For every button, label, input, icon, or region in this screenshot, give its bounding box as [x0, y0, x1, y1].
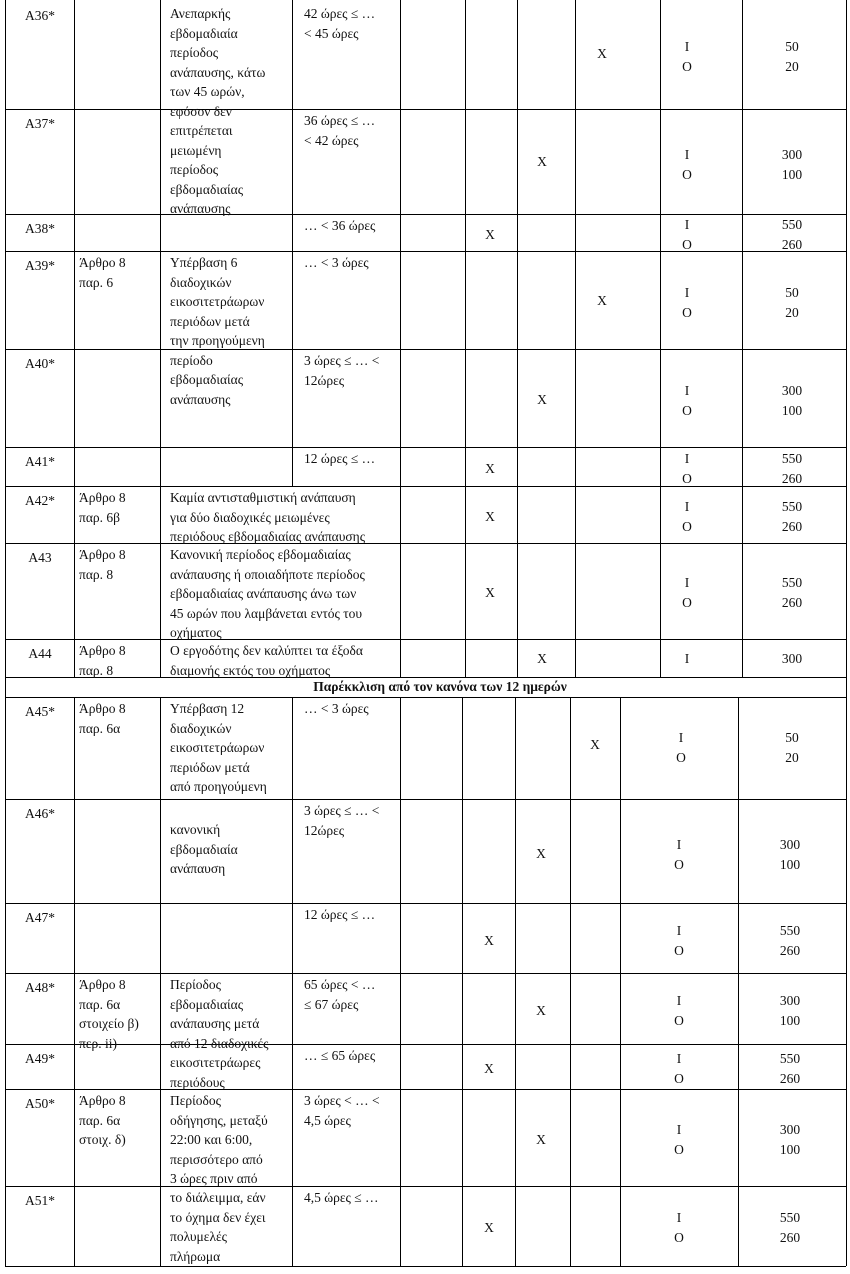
liability-mark: O: [682, 594, 692, 610]
offence-description: εικοσιτετράωρων: [170, 740, 265, 755]
table-border: [5, 543, 846, 544]
offence-description: Υπέρβαση 6: [170, 255, 238, 270]
severity-mark: X: [484, 933, 494, 948]
fine-amount: 100: [779, 856, 801, 872]
offence-description: Ο εργοδότης δεν καλύπτει τα έξοδα: [170, 643, 363, 658]
fine-amount: 260: [779, 942, 801, 958]
threshold: < 45 ώρες: [304, 25, 359, 41]
threshold: 36 ώρες ≤ …: [304, 113, 376, 128]
table-border: [5, 486, 846, 487]
row-code: A43: [28, 550, 52, 565]
row-code: A39*: [25, 258, 55, 273]
table-border: [5, 251, 846, 252]
offence-description: εβδομαδιαίας ανάπαυσης άνω των: [170, 586, 357, 601]
table-border: [5, 349, 846, 350]
legal-basis: Άρθρο 8: [79, 547, 126, 562]
offence-description: ανάπαυσης: [170, 391, 231, 407]
offence-description: περίοδος: [170, 162, 219, 177]
offence-description: ανάπαυσης: [170, 201, 231, 216]
liability-mark: I: [684, 217, 690, 232]
liability-mark: I: [684, 451, 690, 466]
threshold: 3 ώρες ≤ … <: [304, 353, 380, 368]
fine-amount: 100: [781, 166, 803, 182]
offence-description: το όχημα δεν έχει: [170, 1209, 266, 1225]
row-code: A40*: [25, 356, 55, 371]
offence-description: διαδοχικών: [170, 274, 232, 290]
severity-mark: X: [537, 651, 547, 666]
table-border: [74, 697, 75, 1266]
legal-basis: παρ. 6α: [79, 720, 121, 736]
legal-basis: Άρθρο 8: [79, 701, 126, 716]
liability-mark: O: [674, 1070, 684, 1086]
fine-amount: 550: [781, 217, 803, 232]
fine-amount: 300: [781, 383, 803, 398]
table-border: [570, 697, 571, 1266]
table-border: [620, 697, 621, 1266]
offence-description: διαμονής εκτός του οχήματος: [170, 662, 331, 678]
fine-amount: 300: [779, 1122, 801, 1137]
row-code: A36*: [25, 8, 55, 23]
row-code: A41*: [25, 454, 55, 469]
legal-basis: στοιχείο β): [79, 1016, 139, 1031]
offence-description: Υπέρβαση 12: [170, 701, 245, 716]
offence-description: την προηγούμενη: [170, 333, 265, 348]
liability-mark: I: [676, 993, 682, 1008]
liability-mark: I: [684, 651, 690, 666]
legal-basis: Άρθρο 8: [79, 490, 126, 505]
fine-amount: 550: [779, 1051, 801, 1066]
offence-description: περίοδος: [170, 45, 219, 60]
fine-amount: 260: [779, 1070, 801, 1086]
threshold: 3 ώρες ≤ … <: [304, 803, 380, 818]
threshold: … < 3 ώρες: [304, 255, 369, 270]
liability-mark: O: [674, 942, 684, 958]
offence-description: ανάπαυσης, κάτω: [170, 64, 266, 80]
offence-description: Περίοδος: [170, 977, 221, 992]
fine-amount: 300: [781, 651, 803, 666]
threshold: 12ώρες: [304, 822, 345, 838]
severity-mark: X: [590, 737, 600, 752]
liability-mark: I: [676, 1210, 682, 1225]
severity-mark: X: [597, 293, 607, 308]
table-border: [517, 0, 518, 677]
fine-amount: 20: [785, 58, 799, 74]
table-border: [660, 0, 661, 677]
section-header: Παρέκκλιση από τον κανόνα των 12 ημερών: [313, 679, 567, 694]
row-code: A37*: [25, 116, 55, 131]
liability-mark: O: [674, 1141, 684, 1157]
fine-amount: 260: [781, 470, 803, 486]
offence-description: 45 ωρών που λαμβάνεται εντός του: [170, 605, 363, 621]
offence-description: οδήγησης, μεταξύ: [170, 1112, 268, 1128]
threshold: … ≤ 65 ώρες: [304, 1048, 376, 1063]
offence-description: μειωμένη: [170, 142, 222, 158]
legal-basis: παρ. 8: [79, 566, 114, 582]
table-border: [5, 1186, 846, 1187]
offence-description: οχήματος: [170, 625, 222, 640]
offence-description: περιόδους: [170, 1074, 225, 1090]
table-border: [5, 1266, 846, 1267]
offence-description: πολυμελές: [170, 1229, 228, 1244]
offence-description: περιόδων μετά: [170, 759, 250, 775]
fine-amount: 260: [781, 518, 803, 534]
row-code: A46*: [25, 806, 55, 821]
legal-basis: παρ. 6: [79, 274, 114, 290]
table-border: [5, 1044, 846, 1045]
fine-amount: 100: [779, 1141, 801, 1157]
legal-basis: Άρθρο 8: [79, 977, 126, 992]
table-border: [846, 0, 847, 677]
table-border: [292, 0, 293, 486]
threshold: 3 ώρες < … <: [304, 1093, 380, 1108]
offence-description: περιόδων μετά: [170, 313, 250, 329]
offence-description: εφόσον δεν: [170, 103, 232, 119]
row-code: A45*: [25, 704, 55, 719]
threshold: … < 36 ώρες: [304, 218, 376, 233]
table-border: [5, 677, 846, 678]
fine-amount: 20: [785, 304, 799, 320]
table-border: [465, 0, 466, 677]
fine-amount: 260: [781, 594, 803, 610]
severity-mark: X: [537, 392, 547, 407]
severity-mark: X: [485, 585, 495, 600]
severity-mark: X: [485, 227, 495, 242]
threshold: 4,5 ώρες ≤ …: [304, 1190, 379, 1205]
severity-mark: X: [536, 846, 546, 861]
table-border: [5, 447, 846, 448]
fine-amount: 260: [781, 236, 803, 252]
row-code: A42*: [25, 493, 55, 508]
legal-basis: παρ. 8: [79, 662, 114, 678]
liability-mark: O: [682, 402, 692, 418]
offence-description: εβδομαδιαία: [170, 25, 238, 41]
row-code: A48*: [25, 980, 55, 995]
threshold: … < 3 ώρες: [304, 701, 369, 716]
liability-mark: I: [684, 147, 690, 162]
table-border: [74, 0, 75, 677]
threshold: 12 ώρες ≤ …: [304, 907, 376, 922]
row-code: A44: [28, 646, 52, 661]
liability-mark: O: [682, 518, 692, 534]
liability-mark: I: [676, 923, 682, 938]
table-border: [575, 0, 576, 677]
threshold: 12 ώρες ≤ …: [304, 451, 376, 466]
severity-mark: X: [485, 509, 495, 524]
severity-mark: X: [485, 461, 495, 476]
table-border: [515, 697, 516, 1266]
offence-description: διαδοχικών: [170, 720, 232, 736]
offence-description: εβδομαδιαία: [170, 841, 238, 857]
legal-basis: παρ. 6β: [79, 509, 120, 525]
table-border: [400, 697, 401, 1266]
offence-description: εικοσιτετράωρων: [170, 294, 265, 309]
liability-mark: O: [682, 236, 692, 252]
liability-mark: O: [674, 1229, 684, 1245]
offence-description: εβδομαδιαίας: [170, 372, 244, 387]
table-border: [160, 697, 161, 1266]
table-border: [5, 973, 846, 974]
liability-mark: I: [684, 499, 690, 514]
offence-description: Ανεπαρκής: [170, 6, 231, 21]
liability-mark: O: [682, 58, 692, 74]
offence-description: Περίοδος: [170, 1093, 221, 1108]
liability-mark: I: [676, 1122, 682, 1137]
row-code: A51*: [25, 1193, 55, 1208]
table-border: [5, 214, 846, 215]
fine-amount: 100: [781, 402, 803, 418]
offence-description: εικοσιτετράωρες: [170, 1055, 261, 1070]
offence-description: εβδομαδιαίας: [170, 181, 244, 197]
threshold: 12ώρες: [304, 372, 345, 388]
fine-amount: 260: [779, 1229, 801, 1245]
fine-amount: 300: [779, 993, 801, 1008]
liability-mark: I: [678, 730, 684, 745]
offence-description: για δύο διαδοχικές μειωμένες: [170, 509, 330, 525]
threshold: 42 ώρες ≤ …: [304, 6, 376, 21]
table-border: [5, 639, 846, 640]
table-border: [738, 697, 739, 1266]
table-border: [5, 697, 846, 698]
table-border: [5, 697, 6, 1266]
liability-mark: I: [676, 1051, 682, 1066]
severity-mark: X: [597, 46, 607, 61]
table-border: [160, 0, 161, 486]
severity-mark: X: [536, 1132, 546, 1147]
liability-mark: O: [674, 856, 684, 872]
offence-description: ανάπαυσης μετά: [170, 1016, 260, 1031]
table-border: [5, 1089, 846, 1090]
table-border: [846, 697, 847, 1266]
legal-basis: περ. ii): [79, 1035, 117, 1051]
fine-amount: 550: [781, 575, 803, 590]
liability-mark: I: [684, 383, 690, 398]
offence-description: περισσότερο από: [170, 1151, 263, 1167]
table-border: [846, 677, 847, 697]
fine-amount: 300: [779, 837, 801, 852]
fine-amount: 50: [785, 730, 799, 745]
offence-description: πλήρωμα: [170, 1248, 221, 1264]
table-border: [462, 697, 463, 1266]
liability-mark: O: [682, 470, 692, 486]
fine-amount: 550: [779, 923, 801, 938]
liability-mark: I: [684, 285, 690, 300]
fine-amount: 100: [779, 1012, 801, 1028]
table-border: [5, 0, 6, 677]
offence-description: περιόδους εβδομαδιαίας ανάπαυσης: [170, 529, 366, 544]
offence-description: 22:00 και 6:00,: [170, 1132, 253, 1147]
offence-description: ανάπαυση: [170, 861, 226, 876]
offence-description: από προηγούμενη: [170, 779, 267, 794]
offence-description: των 45 ωρών,: [170, 84, 245, 99]
row-code: A50*: [25, 1096, 55, 1111]
table-border: [5, 677, 6, 697]
offence-description: Κανονική περίοδος εβδομαδιαίας: [170, 547, 351, 562]
table-border: [292, 697, 293, 1266]
legal-basis: παρ. 6α: [79, 996, 121, 1012]
liability-mark: O: [674, 1012, 684, 1028]
table-border: [742, 0, 743, 677]
liability-mark: I: [684, 575, 690, 590]
table-border: [400, 0, 401, 677]
severity-mark: X: [536, 1003, 546, 1018]
liability-mark: O: [682, 166, 692, 182]
offence-description: εβδομαδιαίας: [170, 996, 244, 1012]
legal-basis: παρ. 6α: [79, 1112, 121, 1128]
offence-description: περίοδο: [170, 352, 213, 368]
liability-mark: O: [682, 304, 692, 320]
liability-mark: I: [684, 39, 690, 54]
fine-amount: 300: [781, 147, 803, 162]
table-border: [5, 903, 846, 904]
legal-basis: Άρθρο 8: [79, 255, 126, 270]
offence-description: το διάλειμμα, εάν: [170, 1190, 266, 1205]
offence-description: επιτρέπεται: [170, 123, 233, 138]
legal-basis: Άρθρο 8: [79, 1093, 126, 1108]
liability-mark: O: [676, 749, 686, 765]
legal-basis: Άρθρο 8: [79, 643, 126, 658]
threshold: ≤ 67 ώρες: [304, 996, 359, 1012]
fine-amount: 550: [781, 451, 803, 466]
threshold: 4,5 ώρες: [304, 1112, 351, 1128]
table-border: [5, 109, 846, 110]
fine-amount: 20: [785, 749, 799, 765]
offence-description: κανονική: [170, 822, 221, 837]
offence-description: 3 ώρες πριν από: [170, 1171, 258, 1186]
liability-mark: I: [676, 837, 682, 852]
offence-description: από 12 διαδοχικές: [170, 1035, 269, 1051]
row-code: A47*: [25, 910, 55, 925]
fine-amount: 550: [781, 499, 803, 514]
threshold: 65 ώρες < …: [304, 977, 376, 992]
row-code: A49*: [25, 1051, 55, 1066]
offence-description: ανάπαυσης ή οποιαδήποτε περίοδος: [170, 566, 365, 582]
severity-mark: X: [537, 154, 547, 169]
severity-mark: X: [484, 1061, 494, 1076]
table-border: [160, 486, 161, 677]
threshold: < 42 ώρες: [304, 132, 359, 148]
fine-amount: 50: [785, 39, 799, 54]
severity-mark: X: [484, 1220, 494, 1235]
legal-basis: στοιχ. δ): [79, 1132, 126, 1147]
row-code: A38*: [25, 221, 55, 236]
table-border: [5, 799, 846, 800]
fine-amount: 550: [779, 1210, 801, 1225]
fine-amount: 50: [785, 285, 799, 300]
offence-description: Καμία αντισταθμιστική ανάπαυση: [170, 490, 356, 505]
